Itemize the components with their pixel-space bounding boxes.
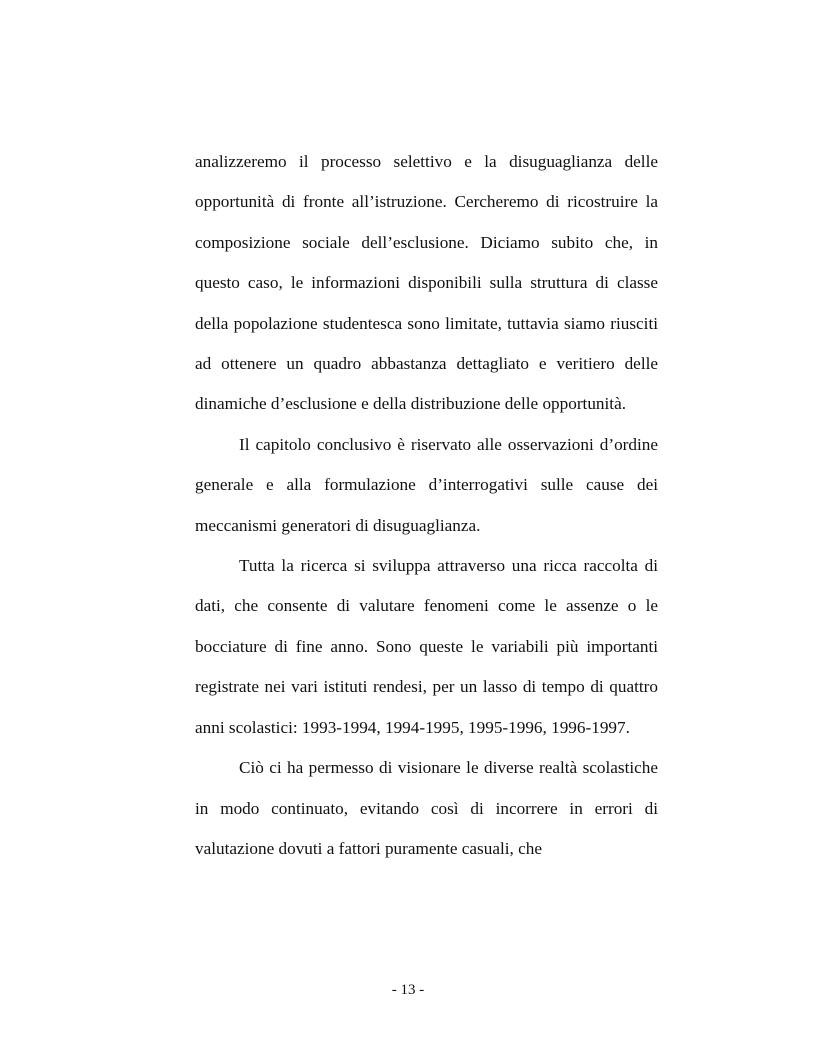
paragraph-continuity: Ciò ci ha permesso di visionare le diverse realtà scolastiche in modo continuato, evitando così di incorrere in errori di valutazione dovuti a fattori puramente casuali, che [195, 758, 658, 858]
paragraph-conclusion: Il capitolo conclusivo è riservato alle osservazioni d’ordine generale e alla formulazione d’interrogativi sulle cause dei meccanismi generatori di disuguaglianza. [195, 434, 658, 535]
page-number: - 13 - [391, 982, 425, 998]
body-text [195, 142, 658, 869]
paragraph-data-collection: Tutta la ricerca si sviluppa attraverso una ricca raccolta di dati, che consente di valutare fenomeni come le assenze o le bocciature di fine anno. Sono queste le variabili più importanti registrate nei vari istituti rendesi, per un lasso di tempo di quattro anni scolastici: 1993-1994, 1994-1995, 1995-1996, 1996-1997. [195, 556, 658, 737]
paragraph-continuation: analizzeremo il processo selettivo e la disuguaglianza delle opportunità di fronte all’istruzione. Cercheremo di ricostruire la composizione sociale dell’esclusione. Diciamo subito che, in questo caso, le informazioni disponibili sulla struttura di classe della popolazione studentesca sono limitate, tuttavia siamo riusciti ad ottenere un quadro abbastanza dettagliato e veritiero delle dinamiche d’esclusione e della distribuzione delle opportunità. [195, 152, 658, 414]
